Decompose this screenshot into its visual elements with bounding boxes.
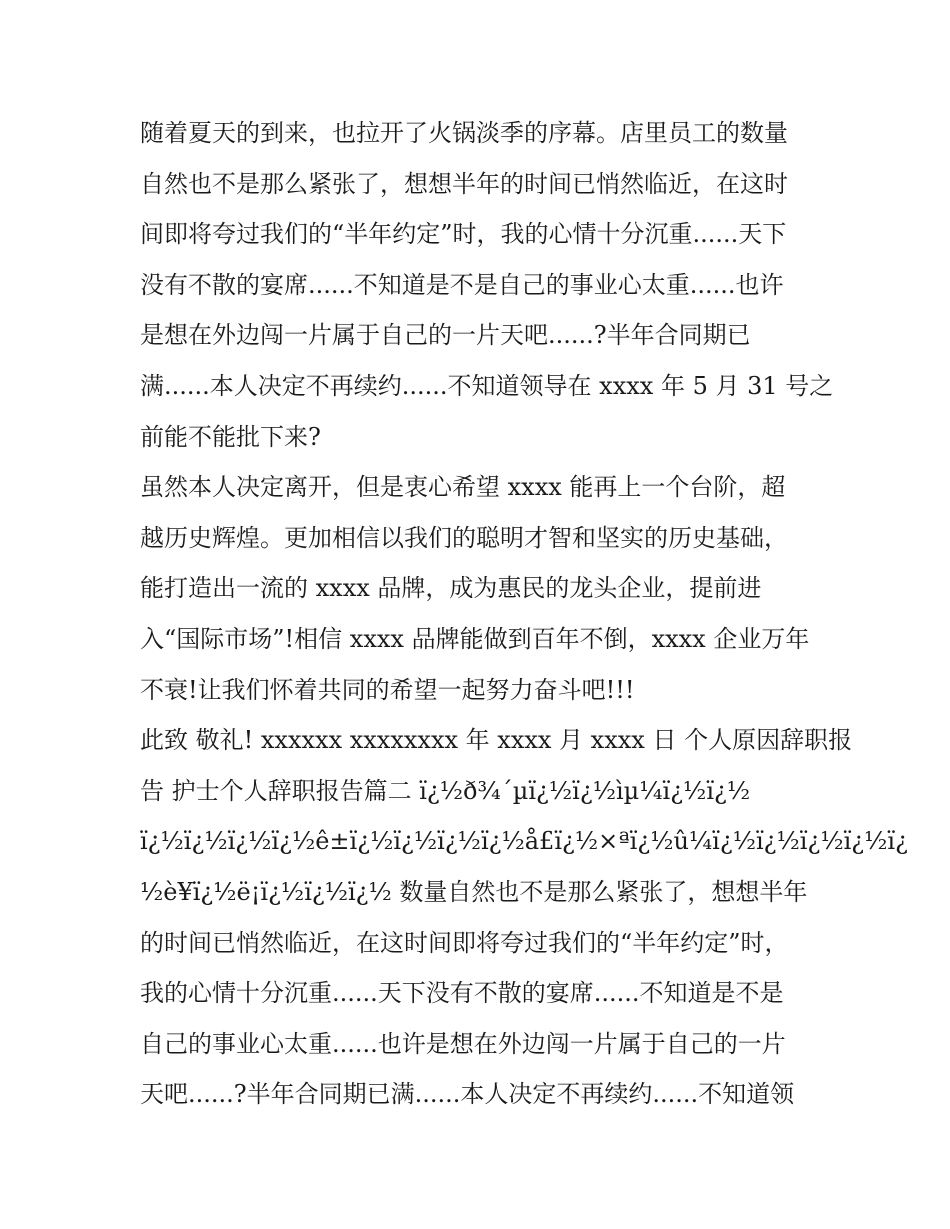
text-line: 前能不能批下来?: [140, 422, 321, 451]
text-line: ½è¥ï¿½ë¡ï¿½ï¿½ï¿½ 数量自然也不是那么紧张了，想想半年: [140, 877, 808, 906]
text-line: 虽然本人决定离开，但是衷心希望 xxxx 能再上一个台阶，超: [140, 473, 786, 502]
text-line: 我的心情十分沉重......天下没有不散的宴席......不知道是不是: [140, 979, 784, 1008]
text-line: 此致 敬礼! xxxxxx xxxxxxxx 年 xxxx 月 xxxx 日 个人原因辞职报: [140, 726, 853, 755]
text-line: 越历史辉煌。更加相信以我们的聪明才智和坚实的历史基础，: [140, 523, 788, 552]
text-line: 能打造出一流的 xxxx 品牌，成为惠民的龙头企业，提前进: [140, 574, 762, 603]
text-line: 随着夏天的到来，也拉开了火锅淡季的序幕。店里员工的数量: [140, 119, 788, 147]
text-line: 间即将夸过我们的“半年约定”时，我的心情十分沉重......天下: [140, 220, 787, 249]
text-line: ï¿½ï¿½ï¿½ï¿½ê±ï¿½ï¿½ï¿½ï¿½å£ï¿½×ªï¿½û¼ï¿½ï¿½ï¿½ï¿½ï¿: [140, 827, 908, 856]
text-line: 没有不散的宴席......不知道是不是自己的事业心太重......也许: [140, 270, 784, 299]
text-line: 满......本人决定不再续约......不知道领导在 xxxx 年 5 月 31 号之: [140, 371, 834, 400]
text-line: 入“国际市场”!相信 xxxx 品牌能做到百年不倒，xxxx 企业万年: [140, 624, 810, 653]
text-line: 天吧......?半年合同期已满......本人决定不再续约......不知道领: [140, 1080, 795, 1109]
document-body: [140, 108, 908, 1120]
text-line: 告 护士个人辞职报告篇二 ï¿½ð¾´µï¿½ï¿½ìµ¼ï¿½ï¿½: [140, 776, 751, 805]
text-line: 自然也不是那么紧张了，想想半年的时间已悄然临近，在这时: [140, 169, 788, 198]
text-line: 是想在外边闯一片属于自己的一片天吧......?半年合同期已: [140, 321, 751, 350]
text-line: 自己的事业心太重......也许是想在外边闯一片属于自己的一片: [140, 1029, 786, 1058]
text-line: 不衰!让我们怀着共同的希望一起努力奋斗吧!!!: [140, 675, 635, 704]
text-line: 的时间已悄然临近，在这时间即将夸过我们的“半年约定”时，: [140, 928, 789, 957]
